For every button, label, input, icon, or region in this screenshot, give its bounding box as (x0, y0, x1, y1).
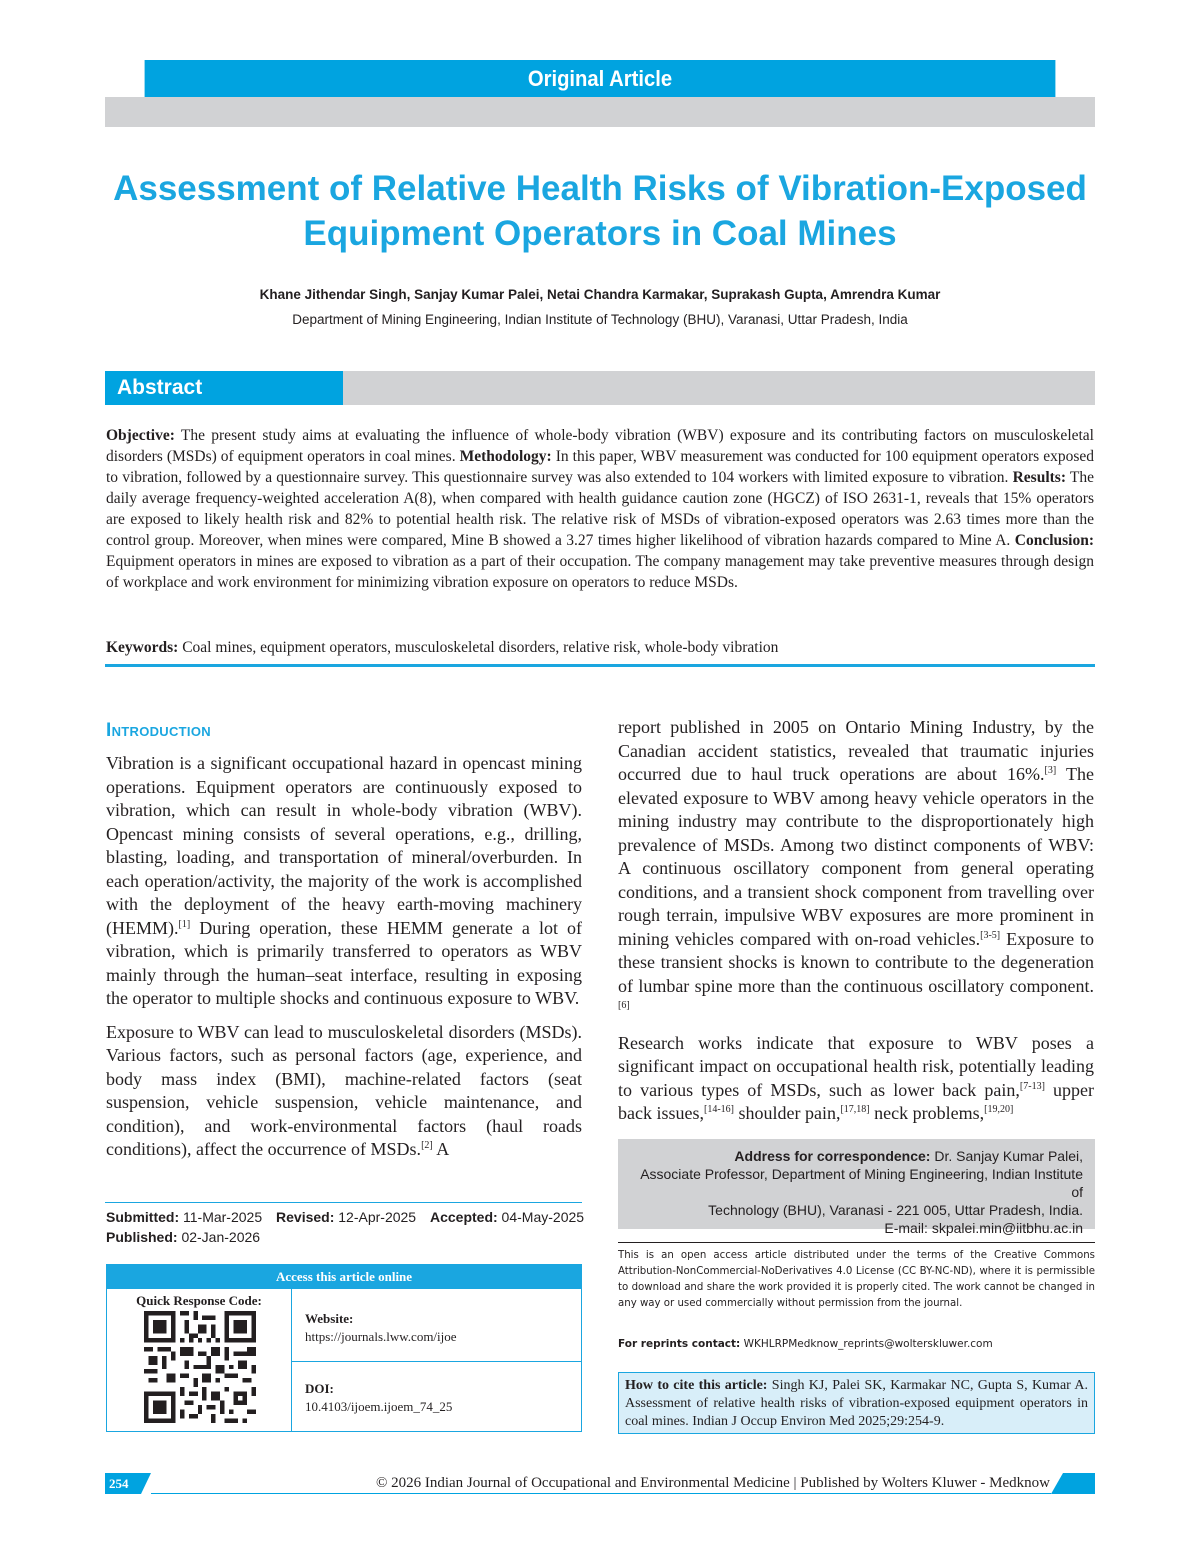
correspondence-box (618, 1139, 1095, 1236)
keywords-divider (105, 664, 1095, 667)
methodology-text: In this paper, WBV measurement was conducted for 100 equipment operators exposed to vibration, followed by a questionnaire survey. This questionnaire survey was also extended to 104 workers with limited exposure to vibration. (106, 448, 1095, 486)
page-number: 254 (109, 1476, 129, 1491)
correspondence-email[interactable]: E-mail: skpalei.min@iitbhu.ac.in (884, 1220, 1083, 1236)
article-type-banner: Original Article (145, 60, 1056, 97)
article-title (105, 166, 1095, 256)
abstract-body (106, 425, 1094, 593)
paragraph (618, 1032, 1094, 1126)
dates-divider (105, 1202, 582, 1203)
keywords-label: Keywords: (106, 639, 179, 656)
license-divider (618, 1242, 1095, 1243)
website-link[interactable]: https://journals.lww.com/ijoe (305, 1329, 457, 1344)
paragraph-text: neck problems, (869, 1103, 985, 1123)
abstract-heading: Abstract (105, 371, 343, 405)
license-text: This is an open access article distributed under the terms of the Creative Commons Attribution-NonCommercial-NoDerivatives 4.0 License (CC BY-NC-ND), where it is permissible to download and share the work provided it is properly cited. The work cannot be changed in any way or used commercially without permission from the journal. (618, 1250, 1095, 1309)
keywords (106, 637, 1094, 658)
objective-text: The present study aims at evaluating the influence of whole-body vibration (WBV) exposure and its contributing factors on musculoskeletal disorders (MSDs) of equipment operators in coal mines. (106, 427, 1094, 465)
methodology-label: Methodology: (459, 448, 552, 465)
access-heading: Access this article online (107, 1265, 581, 1289)
citation-ref[interactable]: [19,20] (984, 1104, 1014, 1115)
submitted-label: Submitted: (106, 1209, 180, 1225)
citation-ref[interactable]: [14-16] (703, 1104, 734, 1115)
reprints-label: For reprints contact: (618, 1338, 741, 1350)
title-line-1: Assessment of Relative Health Risks of Vibration-Exposed (113, 169, 1087, 208)
citation-ref[interactable]: [17,18] (840, 1104, 870, 1115)
cite-label: How to cite this article: (625, 1378, 768, 1393)
citation-ref[interactable]: [3] (1044, 765, 1057, 776)
access-online-box (106, 1264, 582, 1432)
paragraph-text: Vibration is a significant occupational hazard in opencast mining operations. Equipment operators are continuously exposed to vibration, which can result in whole-body vibration (WBV). Opencast mining consists of several operations, e.g., drilling, blasting, loading, and transportation of mineral/overburden. In each operation/activity, the majority of the work is accomplished with the deployment of the heavy earth-moving machinery (HEMM). (106, 753, 582, 938)
citation-ref[interactable]: [6] (618, 1000, 630, 1011)
conclusion-text: Equipment operators in mines are exposed to vibration as a part of their occupation. The company management may take preventive measures through design of workplace and work environment for minimizing vibration exposure on operators to reduce MSDs. (106, 553, 1094, 591)
correspondence-label: Address for correspondence: (734, 1148, 931, 1164)
article-dates (106, 1207, 586, 1247)
title-line-2: Equipment Operators in Coal Mines (303, 214, 897, 253)
submitted-date: 11-Mar-2025 (179, 1209, 263, 1225)
paragraph (618, 716, 1094, 1022)
conclusion-label: Conclusion: (1014, 532, 1094, 549)
correspondence-line: Associate Professor, Department of Mining Engineering, Indian Institute of (640, 1166, 1083, 1200)
reprints-contact (618, 1337, 1095, 1351)
results-label: Results: (1012, 469, 1066, 486)
website-label: Website: (305, 1311, 354, 1326)
qr-cell (107, 1289, 292, 1432)
banner-grey-band (105, 97, 1095, 127)
citation-ref[interactable]: [1] (178, 918, 191, 930)
paragraph-text: The elevated exposure to WBV among heavy vehicle operators in the mining industry may contribute to the disproportionately high prevalence of MSDs. Among two distinct components of WBV: A continuous oscillatory component from general operating conditions, and a transient shock component from travelling over rough terrain, impulsive WBV exposures are more prominent in mining vehicles compared with on-road vehicles. (618, 764, 1094, 949)
paragraph (106, 752, 582, 1011)
accepted-date: 04-May-2025 (497, 1209, 585, 1225)
citation-ref[interactable]: [2] (421, 1140, 433, 1151)
left-column (106, 752, 582, 1172)
citation-ref[interactable]: [3-5] (980, 929, 1001, 941)
how-to-cite-box (618, 1372, 1095, 1434)
revised-date: 12-Apr-2025 (334, 1209, 417, 1225)
published-date: 02-Jan-2026 (177, 1229, 261, 1245)
correspondence-line: Technology (BHU), Varanasi - 221 005, Uttar Pradesh, India. (708, 1202, 1083, 1218)
doi-link[interactable]: 10.4103/ijoem.ijoem_74_25 (305, 1399, 453, 1414)
cite-text: Singh KJ, Palei SK, Karmakar NC, Gupta S, Kumar A. Assessment of relative health risks of vibration-exposed equipment operators in coal mines. Indian J Occup Environ Med 2025;29:254-9. (625, 1378, 1088, 1429)
section-heading-introduction: Introduction (106, 720, 211, 741)
paragraph-text: Research works indicate that exposure to WBV poses a significant impact on occupational health risk, potentially leading to various types of MSDs, such as lower back pain, (618, 1032, 1094, 1100)
website-cell (292, 1289, 582, 1362)
right-column (618, 716, 1094, 1136)
paragraph-text: Exposure to WBV can lead to musculoskeletal disorders (MSDs). Various factors, such as personal factors (age, experience, and body mass index (BMI), machine-related factors (seat suspension, vehicle suspension, vehicle maintenance, and condition), and work-environmental factors (haul roads conditions), affect the occurrence of MSDs. (106, 1021, 582, 1159)
paragraph-text: Exposure to these transient shocks is known to contribute to the degeneration of lumbar spine more than the continuous oscillatory component. (618, 928, 1094, 996)
paragraph (106, 1021, 582, 1162)
qr-code-icon[interactable] (144, 1311, 256, 1423)
published-label: Published: (106, 1229, 178, 1245)
paragraph-text: report published in 2005 on Ontario Mining Industry, by the Canadian accident statistics, revealed that traumatic injuries occurred due to haul truck operations are about 16%. (618, 717, 1094, 784)
paragraph-text: During operation, these HEMM generate a lot of vibration, which is primarily transferred to operators as WBV mainly through the human–seat interface, resulting in exposing the operator to multiple shocks and continuous exposure to WBV. (106, 917, 582, 1008)
paragraph-text: upper back issues, (618, 1079, 1094, 1123)
author-list: Khane Jithendar Singh, Sanjay Kumar Palei, Netai Chandra Karmakar, Suprakash Gupta, Amrendra Kumar (259, 287, 941, 302)
results-text: The daily average frequency-weighted acceleration A(8), when compared with health guidance caution zone (HGCZ) of ISO 2631-1, reveals that 15% operators are exposed to likely health risk and 82% to potential health risk. The relative risk of MSDs of vibration-exposed operators was 2.63 times more than the control group. Moreover, when mines were compared, Mine B showed a 3.27 times higher likelihood of vibration hazards compared to Mine A. (106, 469, 1094, 549)
keywords-text: Coal mines, equipment operators, musculoskeletal disorders, relative risk, whole-body vibration (178, 639, 779, 656)
accepted-label: Accepted: (429, 1209, 498, 1225)
doi-cell (292, 1362, 582, 1432)
reprints-email[interactable]: WKHLRPMedknow_reprints@wolterskluwer.com (740, 1338, 993, 1350)
qr-label: Quick Response Code: (136, 1293, 262, 1308)
doi-label: DOI: (305, 1381, 334, 1396)
objective-label: Objective: (106, 427, 175, 444)
citation-ref[interactable]: [7-13] (1019, 1080, 1045, 1092)
affiliation: Department of Mining Engineering, Indian Institute of Technology (BHU), Varanasi, Uttar Pradesh, India (292, 312, 908, 327)
paragraph-text: shoulder pain, (733, 1103, 841, 1123)
correspondence-name: Dr. Sanjay Kumar Palei, (930, 1148, 1083, 1164)
paragraph-text: A (432, 1139, 450, 1159)
revised-label: Revised: (276, 1209, 335, 1225)
footer-copyright: © 2026 Indian Journal of Occupational and Environmental Medicine | Published by Wolters Kluwer - Medknow (375, 1475, 1050, 1491)
